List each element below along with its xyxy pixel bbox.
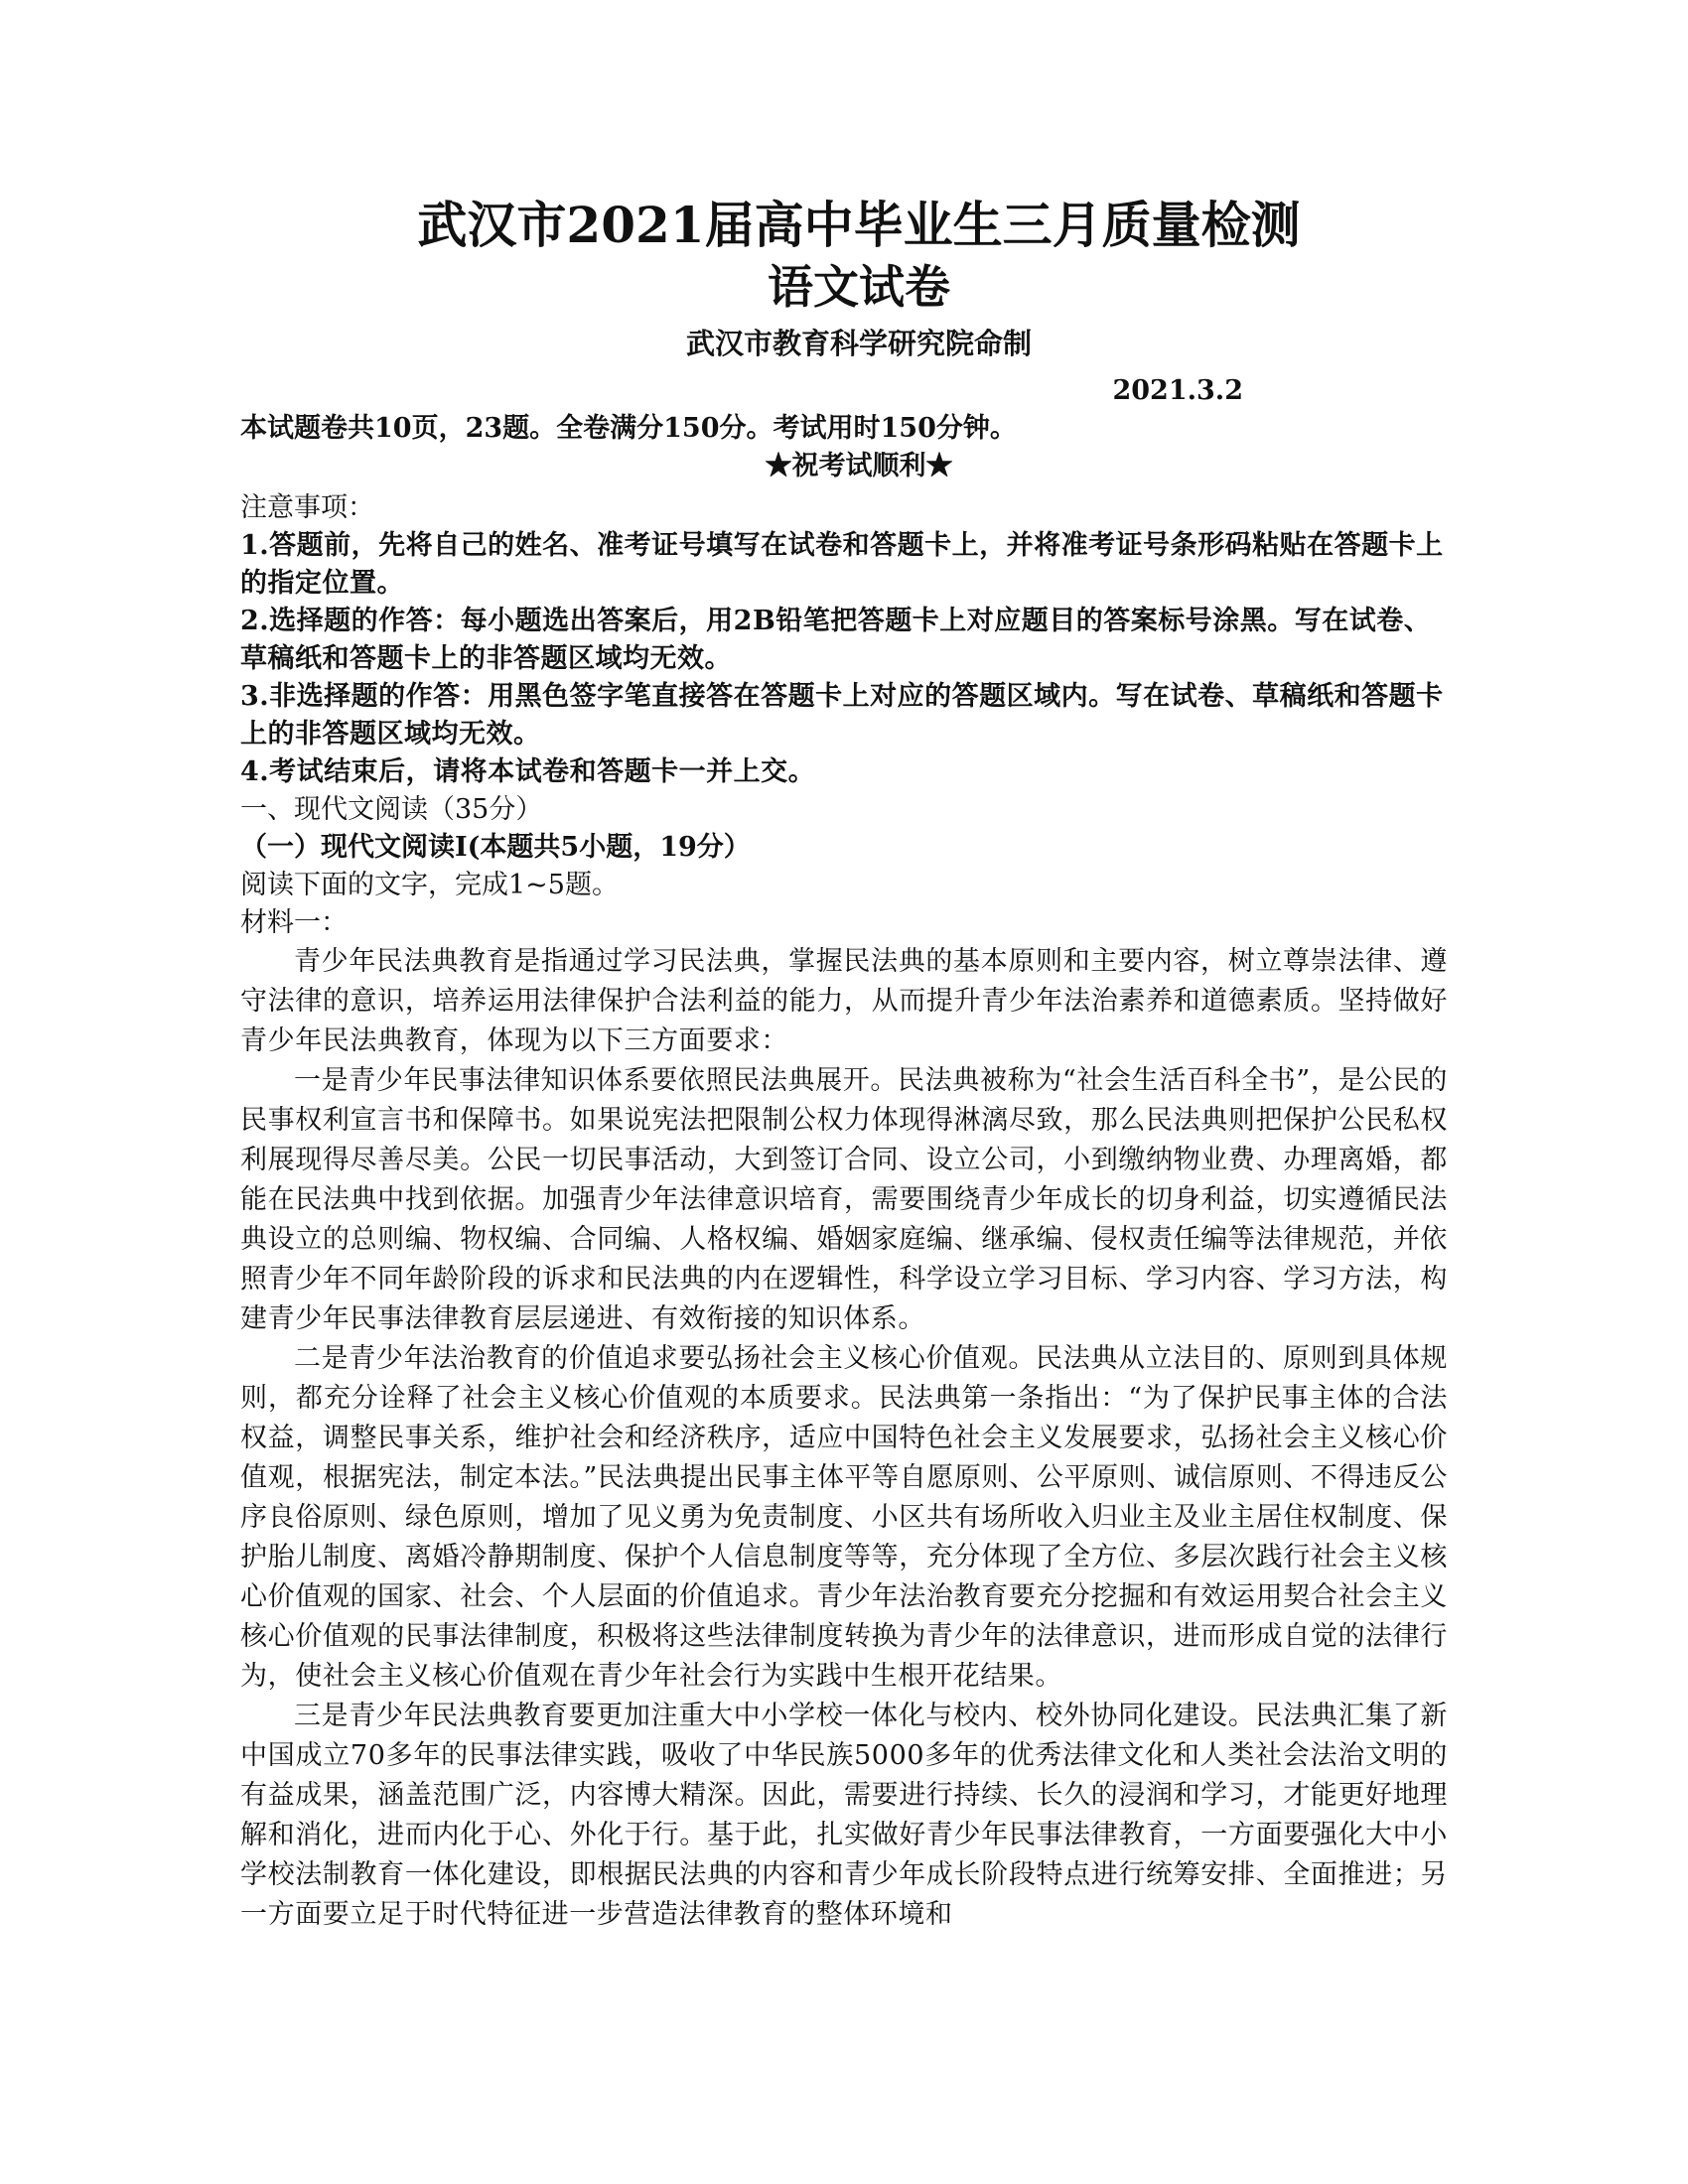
exam-info: 本试题卷共10页，23题。全卷满分150分。考试用时150分钟。	[240, 413, 1017, 444]
exam-date: 2021.3.2	[1112, 375, 1243, 406]
notice-item: 4.考试结束后，请将本试卷和答题卡一并上交。	[240, 756, 816, 787]
body-paragraph: 青少年民法典教育是指通过学习民法典，掌握民法典的基本原则和主要内容，树立尊崇法律、遵守法律的意识，培养运用法律保护合法利益的能力，从而提升青少年法治素养和道德素质。坚持做好青少年民法典教育，体现为以下三方面要求：	[240, 946, 1448, 1056]
notice-item: 3.非选择题的作答：用黑色签字笔直接答在答题卡上对应的答题区域内。写在试卷、草稿纸和答题卡上的非答题区域均无效。	[240, 681, 1444, 750]
section-subheading: （一）现代文阅读I(本题共5小题，19分）	[240, 832, 751, 863]
exam-wish: ★祝考试顺利★	[765, 451, 953, 481]
exam-page	[240, 194, 1448, 1935]
body-paragraph: 一是青少年民事法律知识体系要依照民法典展开。民法典被称为“社会生活百科全书”，是公民的民事权利宣言书和保障书。如果说宪法把限制公权力体现得淋漓尽致，那么民法典则把保护公民私权利展现得尽善尽美。公民一切民事活动，大到签订合同、设立公司，小到缴纳物业费、办理离婚，都能在民法典中找到依据。加强青少年法律意识培育，需要围绕青少年成长的切身利益，切实遵循民法典设立的总则编、物权编、合同编、人格权编、婚姻家庭编、继承编、侵权责任编等法律规范，并依照青少年不同年龄阶段的诉求和民法典的内在逻辑性，科学设立学习目标、学习内容、学习方法，构建青少年民事法律教育层层递进、有效衔接的知识体系。	[240, 1065, 1448, 1334]
exam-title: 武汉市2021届高中毕业生三月质量检测	[417, 196, 1301, 254]
reading-instruction: 阅读下面的文字，完成1~5题。	[240, 870, 619, 900]
notice-heading: 注意事项：	[240, 492, 374, 523]
exam-issuer: 武汉市教育科学研究院命制	[685, 327, 1032, 360]
notice-item: 1.答题前，先将自己的姓名、准考证号填写在试卷和答题卡上，并将准考证号条形码粘贴在答题卡上的指定位置。	[240, 530, 1444, 599]
material-label: 材料一：	[240, 907, 348, 938]
exam-subtitle: 语文试卷	[768, 260, 950, 314]
body-paragraph: 三是青少年民法典教育要更加注重大中小学校一体化与校内、校外协同化建设。民法典汇集了新中国成立70多年的民事法律实践，吸收了中华民族5000多年的优秀法律文化和人类社会法治文明的有益成果，涵盖范围广泛，内容博大精深。因此，需要进行持续、长久的浸润和学习，才能更好地理解和消化，进而内化于心、外化于行。基于此，扎实做好青少年民事法律教育，一方面要强化大中小学校法制教育一体化建设，即根据民法典的内容和青少年成长阶段特点进行统筹安排、全面推进；另一方面要立足于时代特征进一步营造法律教育的整体环境和	[240, 1701, 1448, 1930]
notice-item: 2.选择题的作答：每小题选出答案后，用2B铅笔把答题卡上对应题目的答案标号涂黑。写在试卷、草稿纸和答题卡上的非答题区域均无效。	[240, 606, 1432, 674]
body-paragraph: 二是青少年法治教育的价值追求要弘扬社会主义核心价值观。民法典从立法目的、原则到具体规则，都充分诠释了社会主义核心价值观的本质要求。民法典第一条指出：“为了保护民事主体的合法权益，调整民事关系，维护社会和经济秩序，适应中国特色社会主义发展要求，弘扬社会主义核心价值观，根据宪法，制定本法。”民法典提出民事主体平等自愿原则、公平原则、诚信原则、不得违反公序良俗原则、绿色原则，增加了见义勇为免责制度、小区共有场所收入归业主及业主居住权制度、保护胎儿制度、离婚冷静期制度、保护个人信息制度等等，充分体现了全方位、多层次践行社会主义核心价值观的国家、社会、个人层面的价值追求。青少年法治教育要充分挖掘和有效运用契合社会主义核心价值观的民事法律制度，积极将这些法律制度转换为青少年的法律意识，进而形成自觉的法律行为，使社会主义核心价值观在青少年社会行为实践中生根开花结果。	[240, 1343, 1448, 1692]
section-heading: 一、现代文阅读（35分）	[240, 794, 543, 825]
